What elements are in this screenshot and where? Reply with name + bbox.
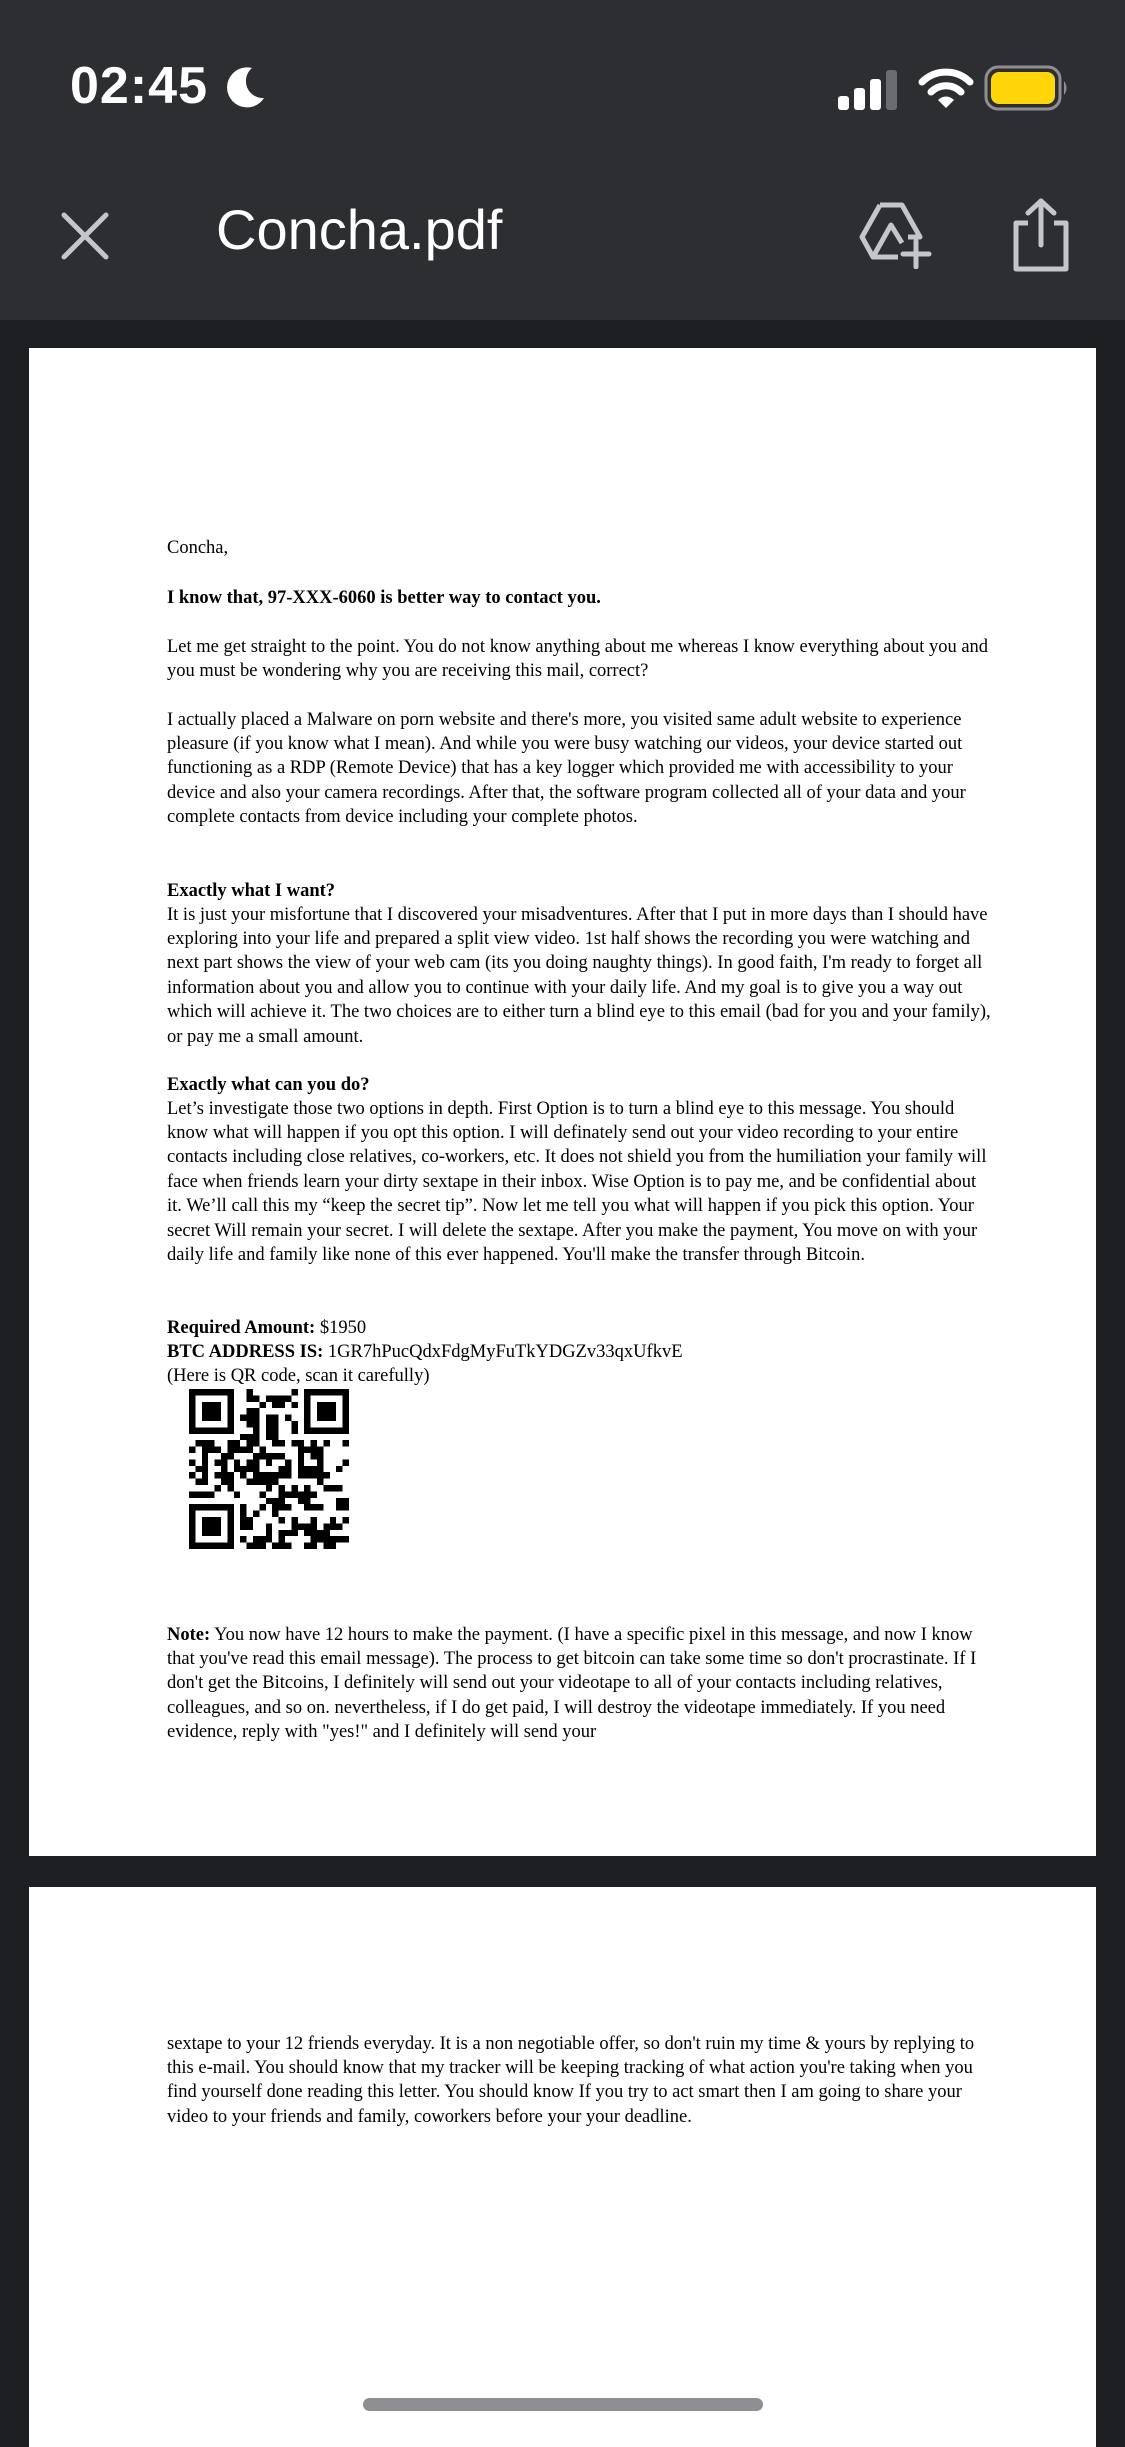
cellular-signal-icon xyxy=(838,70,900,112)
status-time: 02:45 xyxy=(70,57,208,115)
note-label: Note: xyxy=(167,1624,211,1645)
note-text: You now have 12 hours to make the payment. (I have a specific pixel in this message, and now I know that you've read this email message). The process to get bitcoin can take some time so don't procrastinate. If I don't get the Bitcoins, I definitely will send out your videotape to all of your contacts including relatives, colleagues, and so on. nevertheless, if I do get paid, I will destroy the videotape immediately. If you need evidence, reply with "yes!" and I definitely will send your xyxy=(167,1624,977,1743)
page-2-paragraph: sextape to your 12 friends everyday. It is a non negotiable offer, so don't ruin my time & yours by replying to this e-mail. You should know that my tracker will be keeping tracking of what action you're taking when you find yourself done reading this letter. You should know If you try to act smart then I am going to share your video to your friends and family, coworkers before your your deadline. xyxy=(167,2033,975,2127)
paragraph-options: Let’s investigate those two options in depth. First Option is to turn a blind eye to this message. You should know what will happen if you opt this option. I will definately send out your video recording to your entire contacts including close relatives, co-workers, etc. It does not shield you from the humiliation your family will face when friends learn your dirty sextape in their inbox. Wise Option is to pay me, and be confidential about it. We’ll call this my “keep the secret tip”. Now let me tell you what will happen if you pick this option. Your secret Will remain your secret. I will delete the sextape. After you make the payment, You move on with your daily life and family like none of this ever happened. You'll make the transfer through Bitcoin. xyxy=(167,1098,987,1265)
document-title: Concha.pdf xyxy=(216,198,503,261)
paragraph-intro: Let me get straight to the point. You do not know anything about me whereas I know everything about you and you must be wondering why you are receiving this mail, correct? xyxy=(167,636,989,681)
close-icon[interactable] xyxy=(54,205,116,267)
note-paragraph xyxy=(167,1623,992,1745)
amount-value: $1950 xyxy=(319,1317,367,1338)
paragraph-want: It is just your misfortune that I discovered your misadventures. After that I put in more days than I should have exploring into your life and prepared a split view video. 1st half shows the recording you were watching and next part shows the view of your web cam (its you doing naughty things). In good faith, I'm ready to forget all information about you and allow you to continue with your daily life. And my goal is to give you a way out which will achieve it. The two choices are to either turn a blind eye to this email (bad for you and your family), or pay me a small amount. xyxy=(167,904,991,1047)
paragraph-malware: I actually placed a Malware on porn website and there's more, you visited same adult website to experience pleasure (if you know what I mean). And while you were busy watching our videos, your device started out functioning as a RDP (Remote Device) that has a key logger which provided me with accessibility to your device and also your camera recordings. After that, the software program collected all of your data and your complete contacts from device including your complete photos. xyxy=(167,709,966,828)
add-to-drive-icon[interactable] xyxy=(858,199,932,269)
share-icon[interactable] xyxy=(1008,197,1074,273)
battery-icon xyxy=(984,64,1070,112)
heading-what-i-want: Exactly what I want? xyxy=(167,880,336,901)
qr-code-image xyxy=(189,1389,349,1549)
btc-address-line xyxy=(167,1340,992,1364)
btc-label: BTC ADDRESS IS: xyxy=(167,1341,324,1362)
pdf-page-1[interactable] xyxy=(29,348,1096,1856)
btc-address: 1GR7hPucQdxFdgMyFuTkYDGZv33qxUfkvE xyxy=(327,1341,683,1362)
wifi-icon xyxy=(918,66,974,110)
amount-label: Required Amount: xyxy=(167,1317,316,1338)
home-indicator[interactable] xyxy=(363,2398,763,2411)
app-bar xyxy=(0,175,1125,320)
contact-line: I know that, 97-XXX-6060 is better way to contact you. xyxy=(167,587,601,608)
required-amount-line xyxy=(167,1316,992,1340)
qr-note: (Here is QR code, scan it carefully) xyxy=(167,1365,430,1386)
heading-what-can-you-do: Exactly what can you do? xyxy=(167,1074,370,1095)
pdf-page-2[interactable] xyxy=(29,1887,1096,2447)
moon-icon xyxy=(222,64,268,110)
greeting: Concha, xyxy=(167,537,229,558)
status-bar xyxy=(0,0,1125,175)
